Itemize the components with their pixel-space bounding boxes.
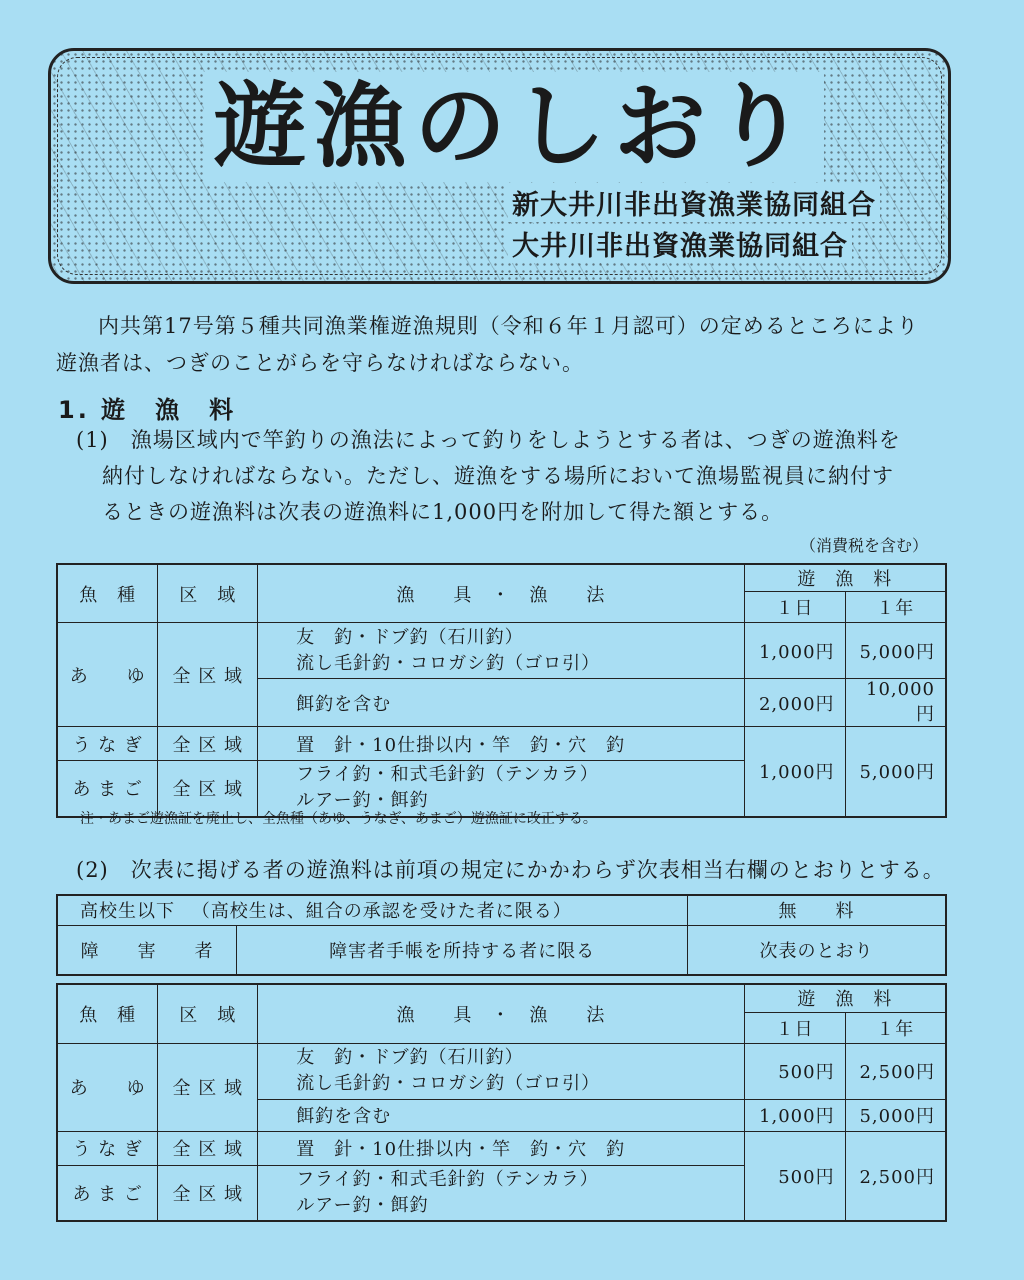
t2-species-amago: あ ま ご bbox=[57, 1165, 158, 1221]
fee-other-year: 5,000円 bbox=[845, 727, 946, 817]
item1-line-2: 納付しなければならない。ただし、遊漁をする場所において漁場監視員に納付す bbox=[102, 464, 894, 488]
tax-note: （消費税を含む） bbox=[800, 536, 929, 555]
t2-col-header-area: 区 域 bbox=[158, 984, 258, 1043]
t2-col-header-fee: 遊 漁 料 bbox=[744, 984, 946, 1012]
item2-text: (2) 次表に掲げる者の遊漁料は前項の規定にかかわらず次表相当右欄のとおりとする。 bbox=[76, 858, 945, 882]
t2-fee-ayu-bait-year: 5,000円 bbox=[845, 1099, 946, 1131]
section-heading-fee: 1. 遊 漁 料 bbox=[58, 396, 237, 424]
method-unagi: 置 針・10仕掛以内・竿 釣・穴 釣 bbox=[258, 727, 744, 761]
fee-ayu-bait-day: 2,000円 bbox=[744, 679, 845, 727]
t2-col-header-year: １年 bbox=[845, 1012, 946, 1043]
fee-ayu-year: 5,000円 bbox=[845, 623, 946, 679]
intro-line-2: 遊漁者は、つぎのことがらを守らなければならない。 bbox=[56, 351, 584, 375]
t2-col-header-day: １日 bbox=[744, 1012, 845, 1043]
page-title: 遊漁のしおり bbox=[204, 72, 824, 182]
t2-fee-ayu-bait-day: 1,000円 bbox=[744, 1099, 845, 1131]
method-ayu bbox=[258, 623, 744, 679]
t2-area-unagi: 全 区 域 bbox=[158, 1131, 258, 1165]
fee-table-disabled bbox=[56, 983, 947, 1222]
t2-method-amago-b: ルアー釣・餌釣 bbox=[296, 1194, 429, 1216]
col-header-species: 魚 種 bbox=[57, 564, 158, 623]
t2-fee-other-day: 500円 bbox=[744, 1131, 845, 1221]
col-header-fee: 遊 漁 料 bbox=[744, 564, 946, 592]
t2-method-ayu-b: 流し毛針釣・コロガシ釣（ゴロ引） bbox=[296, 1073, 601, 1094]
col-header-day: １日 bbox=[744, 592, 845, 623]
disabled-fee: 次表のとおり bbox=[688, 925, 946, 975]
disabled-note: 障害者手帳を所持する者に限る bbox=[237, 925, 688, 975]
exempt-table bbox=[56, 894, 947, 976]
species-amago: あ ま ご bbox=[57, 761, 158, 817]
area-ayu: 全 区 域 bbox=[158, 623, 258, 727]
t2-fee-ayu-day: 500円 bbox=[744, 1043, 845, 1099]
t2-method-amago bbox=[258, 1165, 745, 1221]
t2-method-unagi: 置 針・10仕掛以内・竿 釣・穴 釣 bbox=[258, 1131, 745, 1165]
t2-col-header-method: 漁 具 ・ 漁 法 bbox=[258, 984, 745, 1043]
t2-area-ayu: 全 区 域 bbox=[158, 1043, 258, 1131]
t2-method-amago-a: フライ釣・和式毛針釣（テンカラ） bbox=[296, 1168, 599, 1190]
disabled-label: 障 害 者 bbox=[57, 925, 237, 975]
org-name-2: 大井川非出資漁業協同組合 bbox=[508, 224, 852, 263]
fee-other-day: 1,000円 bbox=[744, 727, 845, 817]
t2-method-ayu-bait: 餌釣を含む bbox=[258, 1099, 745, 1131]
fee-ayu-day: 1,000円 bbox=[744, 623, 845, 679]
footnote: 注・あまご遊漁証を廃止し、全魚種（あゆ、うなぎ、あまご）遊漁証に改正する。 bbox=[80, 811, 597, 827]
student-label: 高校生以下 bbox=[80, 901, 175, 923]
method-ayu-a: 友 釣・ドブ釣（石川釣） bbox=[296, 626, 524, 648]
method-ayu-b: 流し毛針釣・コロガシ釣（ゴロ引） bbox=[296, 652, 601, 674]
area-unagi: 全 区 域 bbox=[158, 727, 258, 761]
col-header-year: １年 bbox=[845, 592, 946, 623]
method-ayu-bait: 餌釣を含む bbox=[258, 679, 744, 727]
item1-line-1: (1) 漁場区域内で竿釣りの漁法によって釣りをしようとする者は、つぎの遊漁料を bbox=[76, 428, 901, 452]
item1-line-3: るときの遊漁料は次表の遊漁料に1,000円を附加して得た額とする。 bbox=[102, 500, 784, 524]
method-amago-b: ルアー釣・餌釣 bbox=[296, 790, 429, 812]
t2-method-ayu-a: 友 釣・ドブ釣（石川釣） bbox=[296, 1047, 524, 1068]
col-header-area: 区 域 bbox=[158, 564, 258, 623]
fee-table-general bbox=[56, 563, 947, 818]
t2-species-unagi: う な ぎ bbox=[57, 1131, 158, 1165]
area-amago: 全 区 域 bbox=[158, 761, 258, 817]
t2-fee-ayu-year: 2,500円 bbox=[845, 1043, 946, 1099]
student-fee: 無 料 bbox=[688, 895, 946, 925]
intro-line-1: 内共第17号第５種共同漁業権遊漁規則（令和６年１月認可）の定めるところにより bbox=[98, 314, 919, 338]
method-amago-a: フライ釣・和式毛針釣（テンカラ） bbox=[296, 764, 599, 786]
student-row bbox=[57, 895, 688, 925]
t2-area-amago: 全 区 域 bbox=[158, 1165, 258, 1221]
t2-species-ayu: あ ゆ bbox=[57, 1043, 158, 1131]
student-note: （高校生は、組合の承認を受けた者に限る） bbox=[191, 901, 572, 923]
t2-col-header-species: 魚 種 bbox=[57, 984, 158, 1043]
col-header-method: 漁 具 ・ 漁 法 bbox=[258, 564, 744, 623]
t2-fee-other-year: 2,500円 bbox=[845, 1131, 946, 1221]
t2-method-ayu bbox=[258, 1043, 745, 1099]
species-ayu: あ ゆ bbox=[57, 623, 158, 727]
fee-ayu-bait-year: 10,000円 bbox=[845, 679, 946, 727]
species-unagi: う な ぎ bbox=[57, 727, 158, 761]
org-name-1: 新大井川非出資漁業協同組合 bbox=[508, 183, 880, 222]
